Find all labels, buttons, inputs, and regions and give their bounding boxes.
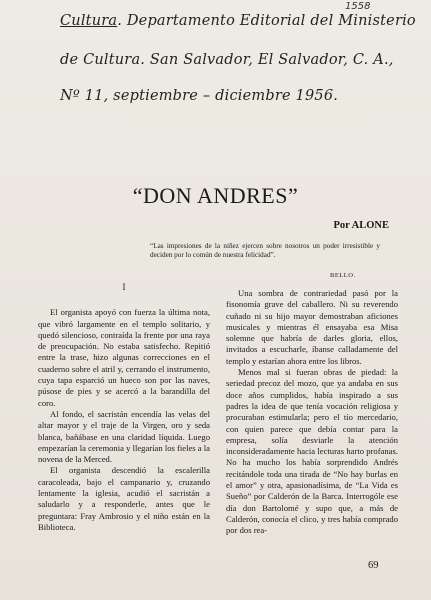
epigraph: “Las impresiones de la niñez ejercen sobre nosotros un poder irresistible y deciden por lo común de nuestra felicidad”.	[150, 242, 380, 259]
article-author: Por ALONE	[333, 220, 389, 231]
left-paragraph: El organista descendió la escalerilla caracoleada, bajo el campanario y, cruzando lentamente la iglesia, acudió el sacristán a saludarlo y a responderle, antes que le preguntara: Fray Ambrosio y el niño están en la Biblioteca.	[38, 465, 210, 532]
page-number: 69	[368, 560, 379, 571]
handwritten-journal-name: Cultura	[60, 13, 118, 29]
left-paragraph: El organista apoyó con fuerza la última nota, que vibró largamente en el templo solitario, y quedó silencioso, contraída la frente por una raya de preocupación. No estaba satisfecho. Repitió entre la trase, hizo algunas correcciones en el cuaderno sobre el atril y, cerrando el instrumento, cuya tapa esparció un hueco son por las naves, púsose de pies y se acercó a la barandilla del coro.	[38, 307, 210, 408]
margin-number: 1558	[345, 1, 371, 12]
handwritten-line-1	[60, 13, 422, 29]
right-column	[226, 288, 398, 537]
left-paragraph: Al fondo, el sacristán encendía las velas del altar mayor y el traje de la Virgen, oro y seda blanca, bañábase en una claridad líquida. Luego empezarían la ceremonia y llegarían los fieles a la novena de la Merced.	[38, 408, 210, 465]
article-title: “DON ANDRES”	[132, 183, 299, 208]
right-paragraph: Una sombra de contrariedad pasó por la fisonomía grave del caballero. Ni su reverendo cuñado ni su hijo mayor demostraban aficiones musicales y mientras él ensayaba esa Misa solemne que habría de darles gloria, ellos, invitados a escucharle, íbanse calladamente del templo y estarían ahora entre los libros.	[226, 288, 398, 366]
epigraph-source: BELLO.	[330, 272, 356, 279]
right-paragraph: Menos mal si fueran obras de piedad: la seriedad precoz del mozo, que ya andaba en sus doce años cumplidos, había inspirado a sus padres la idea de que tenía vocación religiosa y procuraban estimularla; pero el tío mercedario, con quien parece que debía contar para la empresa, solía desviarle la atención inconsideradamente hacia lecturas harto profanas. No ha mucho los había sorprendido Andrés recitándole toda una tirada de “No hay burlas en el amor” y otra, apasionadísima, de “La Vida es Sueño” por Calderón de la Barca. Interrogóle ese día don Bartolomé y supo que, a más de Calderón, conocía el clico, y tres había comprado por dos rea-	[226, 367, 398, 536]
handwritten-line-3: Nº 11, septiembre – diciembre 1956.	[60, 88, 339, 104]
section-number: I	[122, 282, 126, 292]
left-column	[38, 282, 210, 533]
handwritten-line-2: de Cultura. San Salvador, El Salvador, C. A.,	[60, 52, 394, 68]
handwritten-line-1-rest: . Departamento Editorial del Ministerio	[117, 13, 416, 29]
